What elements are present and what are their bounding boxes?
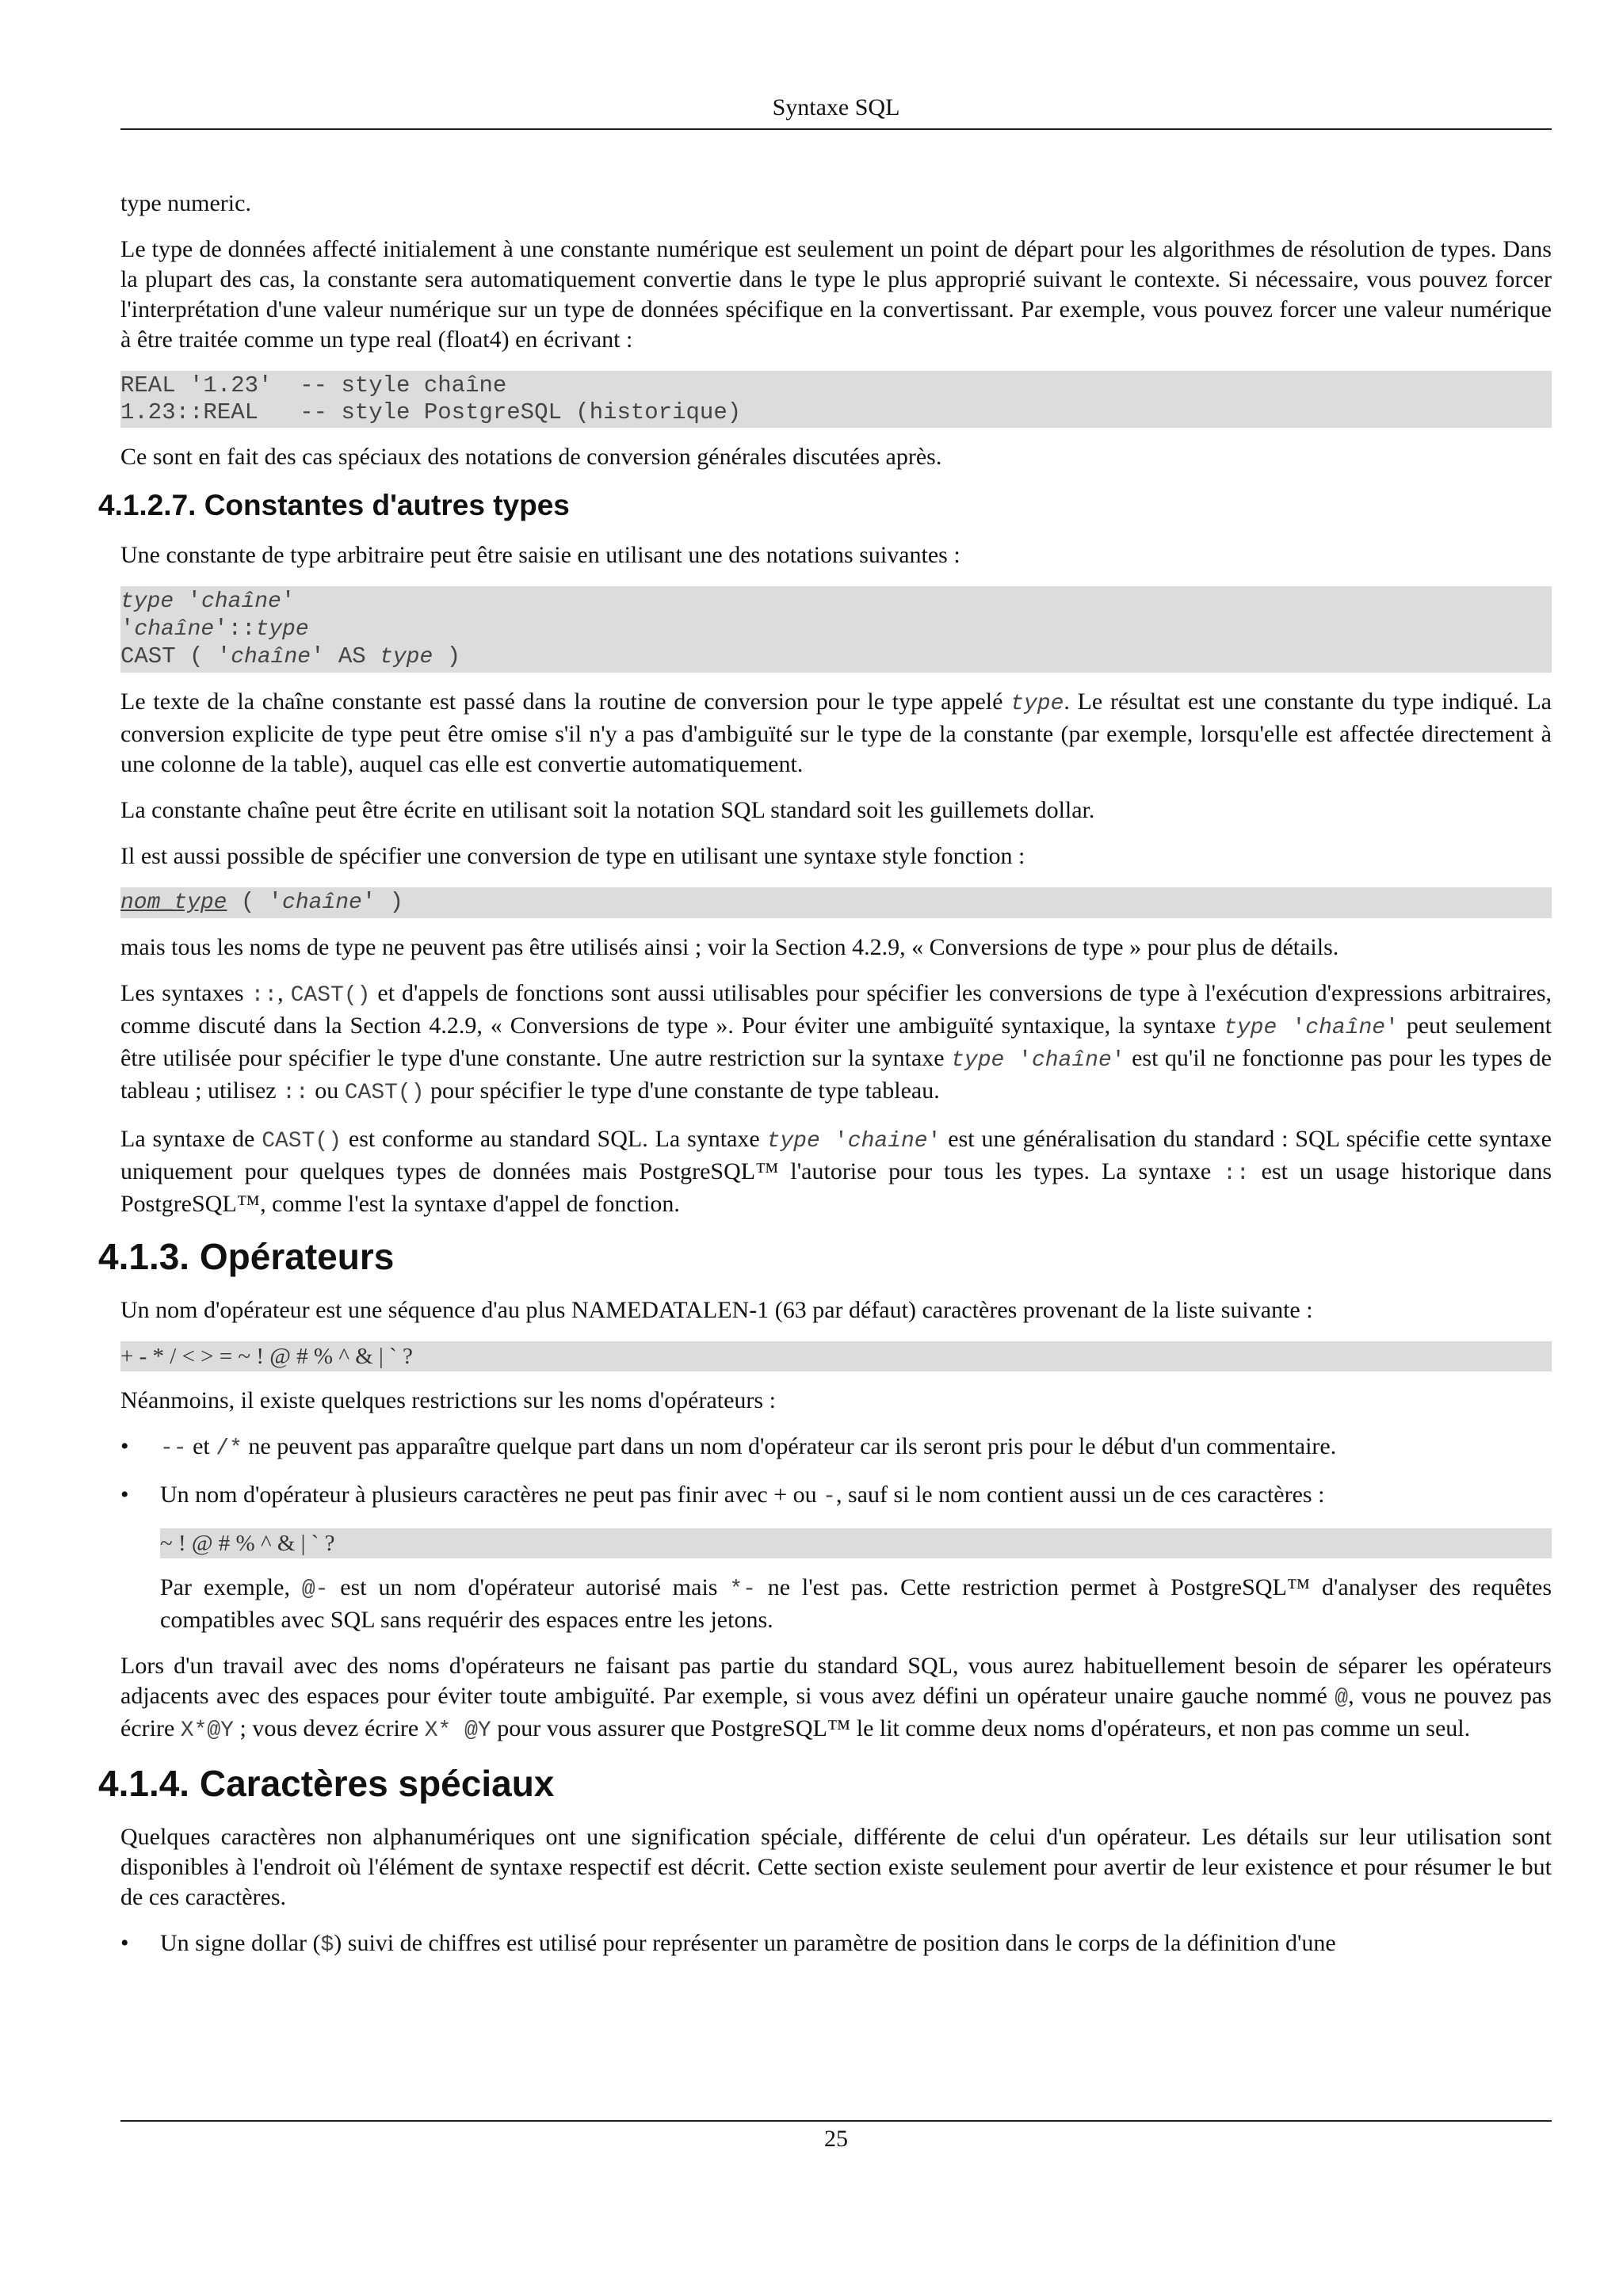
code-string: chaîne [282, 891, 362, 915]
operator-chars-block: + - * / < > = ~ ! @ # % ^ & | ` ? [120, 1341, 1552, 1371]
special-chars-list [120, 1928, 1552, 1961]
code-text: ' [120, 616, 135, 642]
running-header: Syntaxe SQL [772, 94, 900, 120]
restriction-2 [160, 1480, 1552, 1512]
inline-code: CAST() [344, 1081, 425, 1105]
inline-code: -- [160, 1436, 187, 1461]
operator-restrictions-list [120, 1432, 1552, 1635]
inline-code: X* @Y [424, 1718, 491, 1743]
text-run: , vous ne pouvez pas écrire [120, 1683, 1552, 1741]
inline-code: @ [1335, 1686, 1349, 1711]
intro-paragraph-2: Le type de données affecté initialement à une constante numérique est seulement un point de départ pour les algorithmes de résolution de types. Dans la plupart des cas, la constante sera automatiquement convertie dans le type le plus approprié suivant le contexte. Si nécessaire, vous pouvez forcer l'interprétation d'une valeur numérique sur un type de données spécifique en la convertissant. Par exemple, vous pouvez forcer une valeur numérique à être traitée comme un type real (float4) en écrivant : [120, 236, 1552, 353]
inline-code: :: [1223, 1161, 1250, 1186]
text-run: est un usage historique dans PostgreSQL™, comme l'est la syntaxe d'appel de fonction. [120, 1158, 1552, 1217]
inline-code: $ [320, 1933, 334, 1958]
text-run: pour vous assurer que PostgreSQL™ le lit comme deux noms d'opérateurs, et non pas comme un seul. [491, 1715, 1471, 1741]
section-heading-4-1-3: 4.1.3. Opérateurs [98, 1236, 395, 1277]
section-heading-4-1-4: 4.1.4. Caractères spéciaux [98, 1763, 555, 1804]
inline-code: CAST() [290, 983, 371, 1008]
inline-code: :: [282, 1081, 309, 1105]
inline-code: type [1224, 1016, 1277, 1040]
sec4127-paragraph-5: mais tous les noms de type ne peuvent pas être utilisés ainsi ; voir la Section 4.2.9, « Conversions de type » pour plus de détails. [120, 934, 1339, 960]
restriction-2-example [160, 1573, 1552, 1635]
inline-code: chaîne [1305, 1016, 1386, 1040]
code-text: ':: [214, 616, 256, 642]
inline-code: type [1010, 692, 1064, 716]
sec4127-paragraph-4: Il est aussi possible de spécifier une conversion de type en utilisant une syntaxe style fonction : [120, 843, 1025, 869]
text-run: peut seulement être utilisée pour spécifier le type d'une constante. Une autre restriction sur la syntaxe [120, 1013, 1552, 1071]
inline-code: ' [1111, 1048, 1125, 1073]
code-string: chaîne [231, 645, 311, 669]
text-run: La syntaxe de [120, 1126, 262, 1152]
code-text: ' [174, 588, 202, 614]
header-rule [120, 128, 1552, 130]
text-run: est qu'il ne fonctionne pas pour les types de tableau ; utilisez [120, 1045, 1552, 1104]
bullet-icon: • [120, 1930, 129, 1956]
list-item [120, 1432, 1552, 1464]
inline-code: ' [1004, 1048, 1032, 1073]
text-run: Le texte de la chaîne constante est passé dans la routine de conversion pour le type appelé [120, 688, 1011, 715]
intro-paragraph-3: Ce sont en fait des cas spéciaux des notations de conversion générales discutées après. [120, 444, 942, 470]
sec413-paragraph-3 [120, 1651, 1552, 1746]
list-item [120, 1928, 1552, 1961]
inline-code: chaine [847, 1129, 928, 1154]
text-run: Un nom d'opérateur à plusieurs caractères ne peut pas finir avec + ou [160, 1482, 823, 1508]
inline-code: @- [301, 1577, 329, 1602]
code-type-name: nom_type [120, 891, 227, 915]
text-run: est un nom d'opérateur autorisé mais [328, 1574, 730, 1600]
code-text: ' ) [361, 889, 404, 915]
text-run: est conforme au standard SQL. La syntaxe [342, 1126, 767, 1152]
sec4127-paragraph-2 [120, 687, 1552, 780]
inline-code: ' [927, 1129, 941, 1154]
inline-code: type [766, 1129, 820, 1154]
constant-notations-code-block [120, 586, 1552, 673]
list-item [120, 1480, 1552, 1635]
inline-code: *- [729, 1577, 756, 1602]
text-run: Les syntaxes [120, 980, 251, 1006]
text-run: et [186, 1433, 216, 1459]
text-run: ; vous devez écrire [233, 1715, 425, 1741]
sec413-paragraph-1: Un nom d'opérateur est une séquence d'au plus NAMEDATALEN-1 (63 par défaut) caractères provenant de la liste suivante : [120, 1297, 1313, 1323]
sec413-paragraph-2: Néanmoins, il existe quelques restrictions sur les noms d'opérateurs : [120, 1387, 776, 1413]
footer-rule [120, 2120, 1552, 2122]
inline-code: - [823, 1485, 836, 1509]
text-run: , sauf si le nom contient aussi un de ces caractères : [835, 1482, 1325, 1508]
text-run: ne peuvent pas apparaître quelque part dans un nom d'opérateur car ils seront pris pour le début d'un commentaire. [242, 1433, 1337, 1459]
page-number: 25 [824, 2126, 848, 2152]
inline-code: X*@Y [180, 1718, 234, 1743]
bullet-icon: • [120, 1482, 129, 1508]
sec4127-paragraph-7 [120, 1124, 1552, 1219]
code-type: type [380, 645, 433, 669]
text-run: Par exemple, [160, 1574, 302, 1600]
inline-code: ' [1277, 1016, 1306, 1040]
code-type: type [255, 617, 309, 642]
code-text: ' AS [311, 643, 380, 669]
bullet-icon: • [120, 1433, 129, 1459]
restriction-1 [160, 1432, 1552, 1464]
code-string: chaîne [201, 589, 281, 614]
text-run: . Le résultat est une constante du type indiqué. La conversion explicite de type peut être omise s'il n'y a pas d'ambiguïté sur le type de la constante (par exemple, lorsqu'elle est affectée directement à une colonne de la table), auquel cas elle est convertie automatiquement. [120, 688, 1552, 777]
inline-code: ' [1385, 1016, 1399, 1040]
section-heading-4-1-2-7: 4.1.2.7. Constantes d'autres types [98, 489, 570, 521]
special-char-dollar [160, 1928, 1552, 1961]
function-style-code-block [120, 887, 1552, 918]
code-text: ' [281, 588, 296, 614]
text-run: Lors d'un travail avec des noms d'opérateurs ne faisant pas partie du standard SQL, vous aurez habituellement besoin de séparer les opérateurs adjacents avec des espaces pour éviter toute ambiguïté. Par exemple, si vous avez défini un opérateur unaire gauche nommé [120, 1653, 1552, 1709]
inline-code: /* [216, 1436, 242, 1461]
text-run: et d'appels de fonctions sont aussi utilisables pour spécifier les conversions de type à l'exécution d'expressions arbitraires, comme discuté dans la Section 4.2.9, « Conversions de type ». Pour éviter une ambiguïté syntaxique, la syntaxe [120, 980, 1552, 1039]
restricted-chars-block: ~ ! @ # % ^ & | ` ? [160, 1528, 1552, 1558]
text-run: Un signe dollar ( [160, 1930, 321, 1956]
inline-code: :: [250, 983, 278, 1008]
code-text: ) [433, 643, 461, 669]
sec4127-paragraph-3: La constante chaîne peut être écrite en utilisant soit la notation SQL standard soit les guillemets dollar. [120, 797, 1095, 823]
text-run: ) suivi de chiffres est utilisé pour représenter un paramètre de position dans le corps de la définition d'une [334, 1930, 1336, 1956]
code-string: chaîne [134, 617, 215, 642]
code-type: type [120, 589, 174, 614]
inline-code: chaîne [1031, 1048, 1112, 1073]
inline-code: ' [819, 1129, 848, 1154]
text-run: pour spécifier le type d'une constante de type tableau. [424, 1077, 940, 1104]
intro-paragraph-1: type numeric. [120, 190, 251, 216]
page-content [98, 189, 1552, 1977]
sec4127-paragraph-1: Une constante de type arbitraire peut être saisie en utilisant une des notations suivantes : [120, 542, 960, 568]
sec414-paragraph-1: Quelques caractères non alphanumériques ont une signification spéciale, différente de celui d'un opérateur. Les détails sur leur utilisation sont disponibles à l'endroit où l'élément de syntaxe respectif est décrit. Cette section existe seulement pour avertir de leur existence et pour résumer le but de ces caractères. [120, 1824, 1552, 1910]
text-run: ou [308, 1077, 345, 1104]
text-run: est une généralisation du standard : SQL spécifie cette syntaxe uniquement pour quelques types de données mais PostgreSQL™ l'autorise pour tous les types. La syntaxe [120, 1126, 1552, 1184]
code-text: CAST ( ' [120, 643, 231, 669]
sec4127-paragraph-6 [120, 978, 1552, 1108]
inline-code: CAST() [262, 1129, 342, 1154]
code-text: ( ' [227, 889, 283, 915]
real-cast-code-block: REAL '1.23' -- style chaîne 1.23::REAL -- style PostgreSQL (historique) [120, 371, 1552, 428]
text-run: ne l'est pas. Cette restriction permet à PostgreSQL™ d'analyser des requêtes compatibles avec SQL sans requérir des espaces entre les jetons. [160, 1574, 1552, 1633]
inline-code: type [951, 1048, 1005, 1073]
text-run: , [277, 980, 291, 1006]
